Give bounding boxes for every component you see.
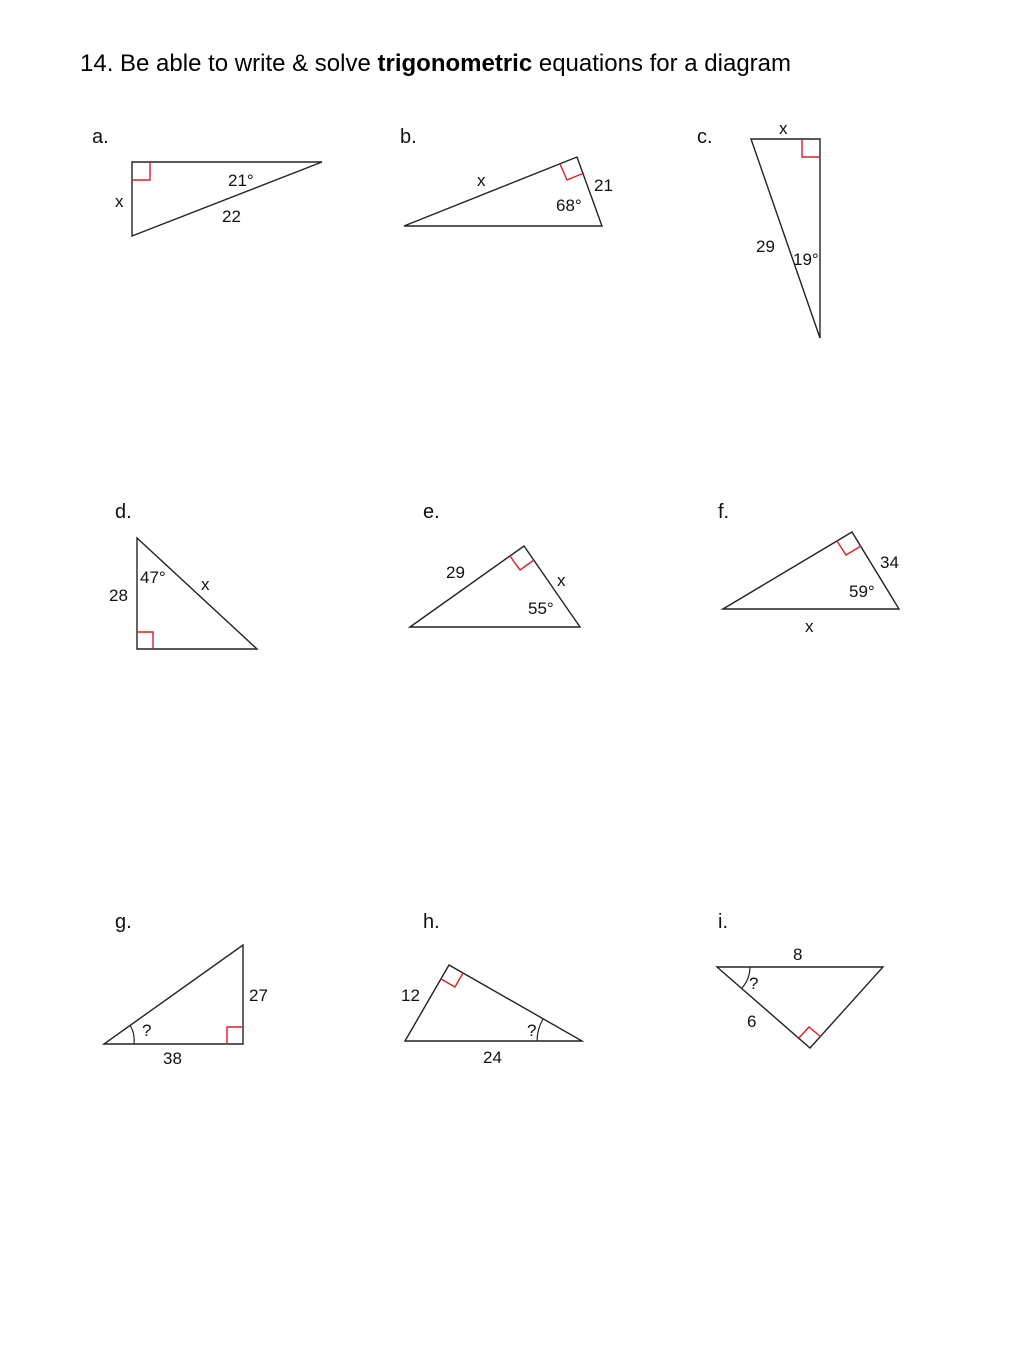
problem-a-label: a.	[92, 126, 109, 148]
leg-i: 6	[747, 1012, 757, 1031]
leg-d: 28	[109, 586, 128, 605]
triangle-h	[405, 965, 582, 1041]
heading-prefix: 14. Be able to write & solve	[80, 50, 378, 77]
triangle-b	[404, 157, 602, 226]
hyp-h: 24	[483, 1048, 502, 1067]
right-angle-d	[137, 632, 153, 649]
problem-e	[410, 501, 580, 627]
problem-b	[400, 126, 613, 226]
problem-d	[109, 501, 257, 649]
problem-f-label: f.	[718, 501, 730, 523]
leg-right-e: x	[557, 571, 566, 590]
base-g: 38	[163, 1049, 182, 1068]
problem-b-label: b.	[400, 126, 417, 148]
problem-e-label: e.	[423, 501, 440, 523]
problem-h	[401, 911, 582, 1067]
problem-h-label: h.	[423, 911, 440, 933]
right-angle-a	[132, 162, 150, 180]
problem-i-label: i.	[718, 911, 728, 933]
right-angle-h	[441, 973, 463, 987]
hyp-f: x	[805, 617, 814, 636]
problem-c	[697, 119, 820, 338]
leg-left-e: 29	[446, 563, 465, 582]
problem-g	[104, 911, 268, 1068]
angle-c: 19°	[793, 250, 819, 269]
angle-arc-h	[537, 1019, 543, 1041]
right-angle-i	[798, 1027, 821, 1039]
hyp-d: x	[201, 575, 210, 594]
leg-h: 12	[401, 986, 420, 1005]
hyp-b: x	[477, 171, 486, 190]
hyp-c: 29	[756, 237, 775, 256]
problem-c-label: c.	[697, 126, 713, 148]
angle-a: 21°	[228, 171, 254, 190]
problem-a	[92, 126, 322, 236]
unknown-g: ?	[142, 1021, 152, 1040]
angle-b: 68°	[556, 196, 582, 215]
triangle-g	[104, 945, 243, 1044]
vertical-g: 27	[249, 986, 268, 1005]
right-angle-e	[510, 556, 534, 570]
problem-i	[717, 911, 883, 1048]
triangle-d	[137, 538, 257, 649]
right-angle-c	[802, 139, 820, 157]
side-a: x	[115, 192, 124, 211]
unknown-i: ?	[749, 974, 759, 993]
hyp-a: 22	[222, 207, 241, 226]
hyp-i: 8	[793, 945, 803, 964]
right-angle-g	[227, 1027, 243, 1044]
angle-arc-g	[130, 1025, 134, 1044]
leg-f: 34	[880, 553, 899, 572]
unknown-h: ?	[527, 1021, 537, 1040]
heading-bold: trigonometric	[377, 50, 533, 77]
angle-d: 47°	[140, 568, 166, 587]
leg-b: 21	[594, 176, 613, 195]
problem-g-label: g.	[115, 911, 132, 933]
triangle-e	[410, 546, 580, 627]
angle-e: 55°	[528, 599, 554, 618]
angle-f: 59°	[849, 582, 875, 601]
right-angle-f	[837, 541, 861, 555]
heading-suffix: equations for a diagram	[532, 50, 792, 77]
top-c: x	[779, 119, 788, 138]
problem-d-label: d.	[115, 501, 132, 523]
problem-f	[718, 501, 899, 636]
